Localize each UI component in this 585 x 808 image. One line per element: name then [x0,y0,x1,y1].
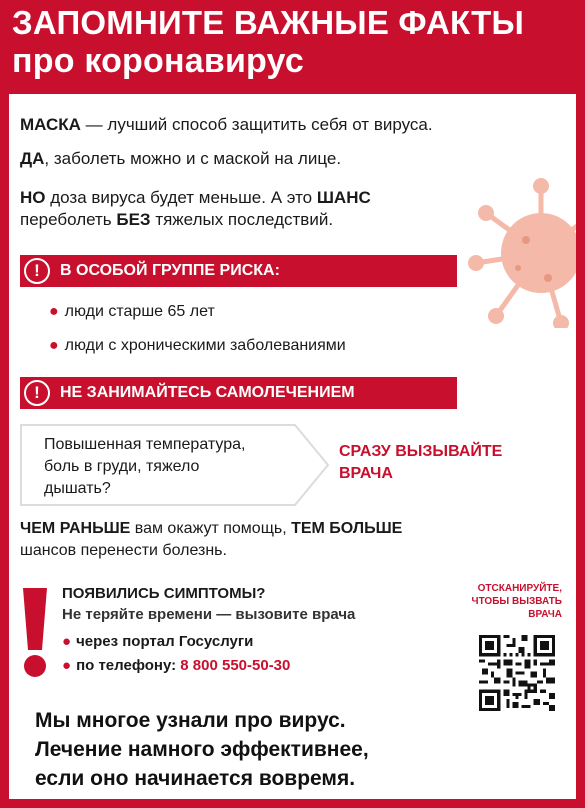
intro-mask [20,114,433,136]
earlier-bold2: ТЕМ БОЛЬШЕ [291,520,403,537]
contact-portal-label: через портал Госуслуги [76,633,254,650]
earlier-line2: шансов перенести болезнь. [20,542,227,559]
bullet-dot-icon: ● [49,303,59,320]
intro-chance-bold: ШАНС [316,188,371,207]
intro-but-text: доза вируса будет меньше. А это [45,188,317,207]
qr-code [479,635,555,711]
self-treatment-banner [20,377,457,409]
intro-without-bold: БЕЗ [116,210,151,229]
closing-line1: Мы многое узнали про вирус. [35,709,346,732]
intro-without-text: переболеть [20,210,117,229]
intro-yes-bold: ДА [20,149,45,168]
risk-item [49,337,346,355]
symptoms-line2: боль в груди, тяжело [44,458,200,475]
header-line1: ЗАПОМНИТЕ ВАЖНЫЕ ФАКТЫ [12,4,525,41]
qr-caption [452,582,562,621]
closing-line2: Лечение намного эффективнее, [35,738,369,761]
intro-yes [20,148,341,170]
call-doctor-text [339,441,502,485]
intro-yes-text: , заболеть можно и с маской на лице. [44,149,342,168]
earlier-bold1: ЧЕМ РАНЬШЕ [20,520,131,537]
qr-caption-line3: ВРАЧА [528,609,562,620]
symptoms-title: ПОЯВИЛИСЬ СИМПТОМЫ? [62,585,266,602]
intro-but [20,187,371,209]
intro-without-tail: тяжелых последствий. [150,210,334,229]
bullet-dot-icon: ● [62,633,72,650]
earlier-line1 [20,518,402,540]
closing-line3: если оно начинается вовремя. [35,767,356,790]
intro-mask-text: — лучший способ защитить себя от вируса. [80,115,433,134]
risk-group-banner [20,255,457,287]
header-line2: про коронавирус [12,42,304,80]
symptoms-subtitle: Не теряйте времени — вызовите врача [62,606,356,623]
self-treatment-title: НЕ ЗАНИМАЙТЕСЬ САМОЛЕЧЕНИЕМ [60,384,355,401]
intro-mask-bold: МАСКА [20,115,81,134]
symptoms-arrow-box [20,424,330,506]
qr-caption-line1: ОТСКАНИРУЙТЕ, [477,583,562,594]
call-doctor-line1: СРАЗУ ВЫЗЫВАЙТЕ [339,443,503,460]
poster-header [12,4,577,80]
symptoms-question [44,434,304,500]
contact-item-portal [62,633,253,650]
bullet-dot-icon: ● [49,337,59,354]
symptoms-line1: Повышенная температура, [44,436,246,453]
virus-illustration [466,178,576,328]
exclamation-circle-icon: ! [24,380,50,406]
intro-but-bold: НО [20,188,46,207]
exclamation-mark-icon [20,586,50,678]
intro-without [20,209,333,231]
risk-item-label: люди старше 65 лет [64,303,215,320]
risk-group-title: В ОСОБОЙ ГРУППЕ РИСКА: [60,262,280,279]
qr-caption-line2: ЧТОБЫ ВЫЗВАТЬ [471,596,562,607]
phone-number: 8 800 550-50-30 [180,657,291,674]
call-doctor-line2: ВРАЧА [339,465,393,482]
contact-phone-label: по телефону: [76,657,181,674]
content-panel [9,94,576,799]
risk-item [49,303,215,321]
exclamation-circle-icon: ! [24,258,50,284]
earlier-text: вам окажут помощь, [130,520,292,537]
symptoms-line3: дышать? [44,480,111,497]
closing-message [35,706,369,793]
contact-item-phone [62,657,290,674]
risk-item-label: люди с хроническими заболеваниями [64,337,346,354]
bullet-dot-icon: ● [62,657,72,674]
